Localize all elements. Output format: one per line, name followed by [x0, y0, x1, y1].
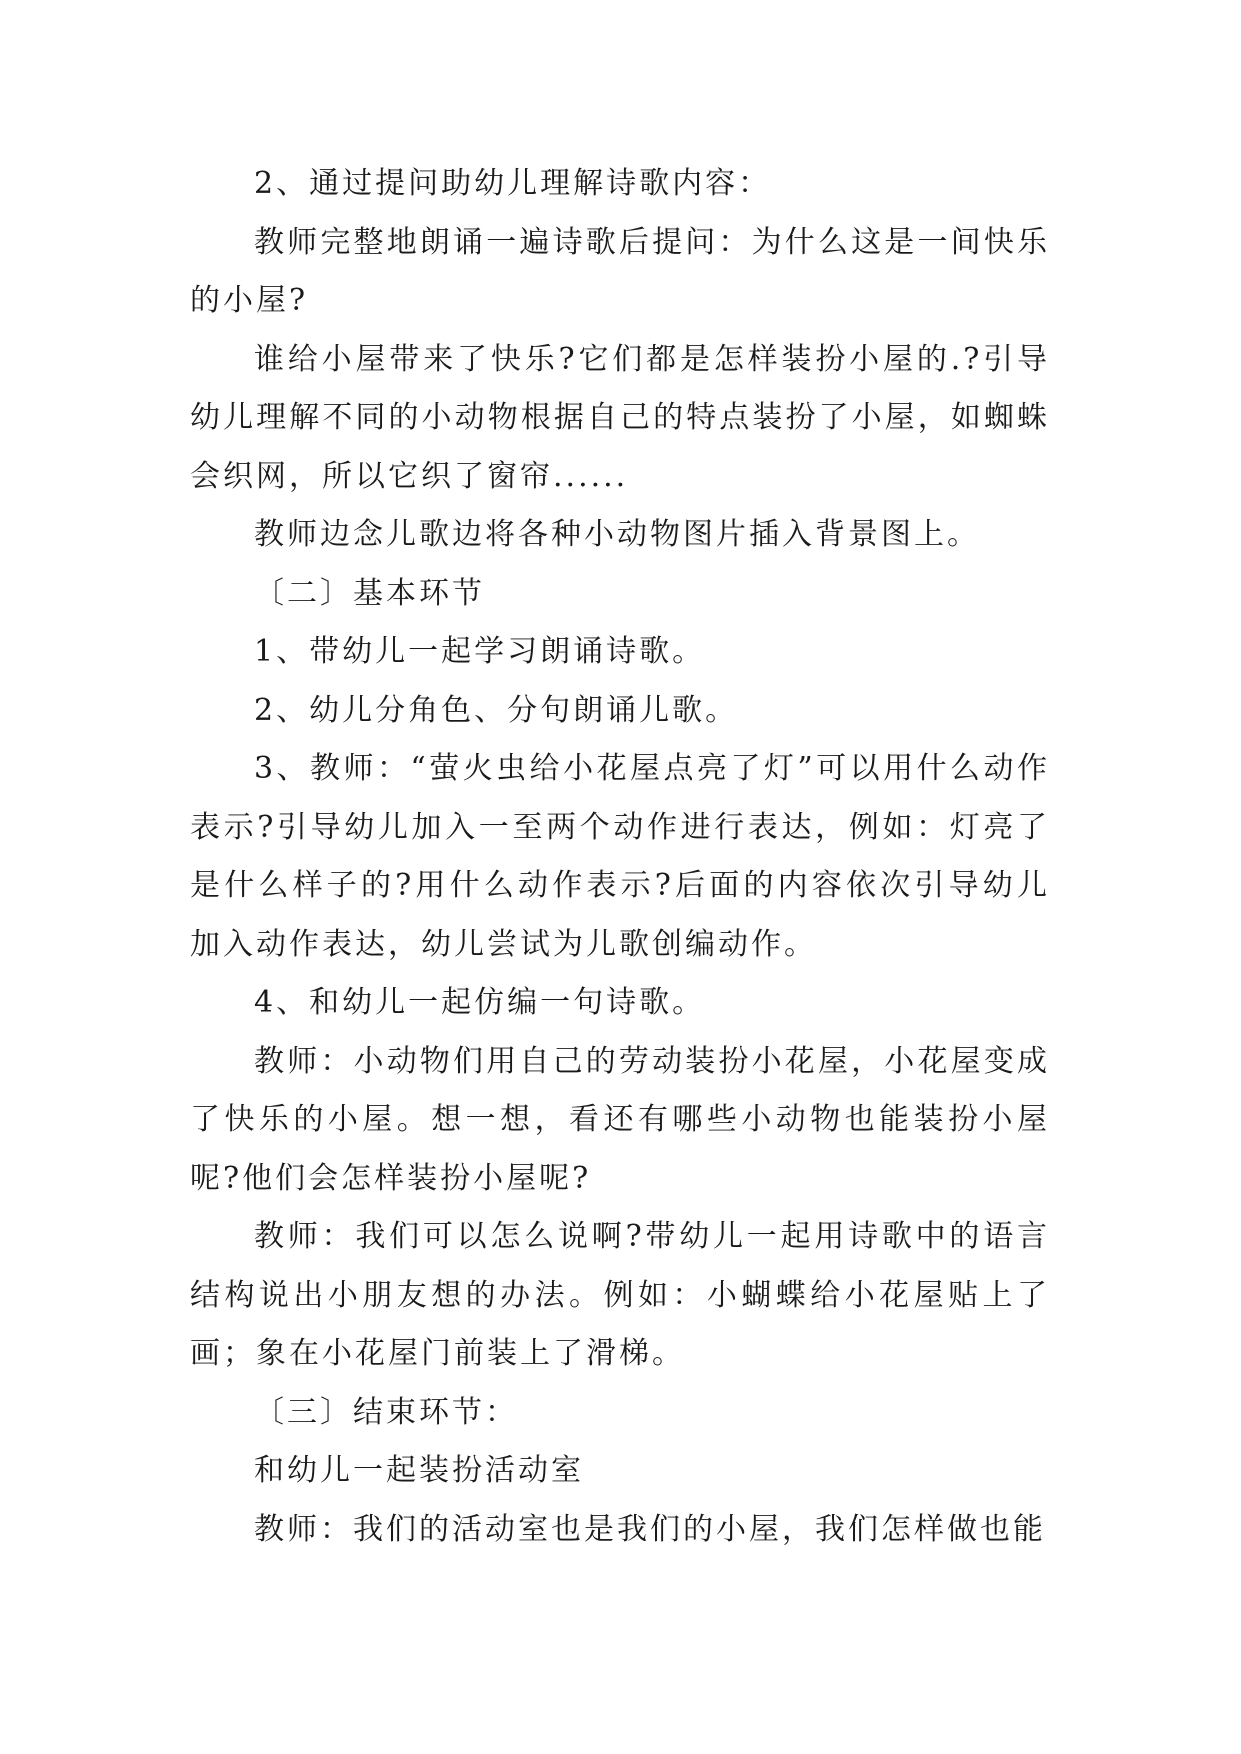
document-page	[190, 155, 1050, 1559]
paragraph-step-1: 1、带幼儿一起学习朗诵诗歌。	[254, 634, 706, 669]
section-heading-ending: 〔三〕结束环节：	[254, 1394, 518, 1430]
paragraph-who-brought-joy: 谁给小屋带来了快乐?它们都是怎样装扮小屋的.?引导幼儿理解不同的小动物根据自己的特点装扮了小屋，如蜘蛛会织网，所以它织了窗帘......	[190, 341, 1050, 494]
paragraph-teacher-recite: 教师完整地朗诵一遍诗歌后提问：为什么这是一间快乐的小屋?	[190, 224, 1050, 318]
paragraph-step-2: 2、幼儿分角色、分句朗诵儿歌。	[254, 692, 739, 728]
paragraph-teacher-room: 教师：我们的活动室也是我们的小屋，我们怎样做也能	[254, 1511, 1046, 1547]
paragraph-step-3: 3、教师：“萤火虫给小花屋点亮了灯”可以用什么动作表示?引导幼儿加入一至两个动作进行表达，例如：灯亮了是什么样子的?用什么动作表示?后面的内容依次引导幼儿加入动作表达，幼儿尝试为儿歌创编动作。	[190, 751, 1050, 962]
paragraph-teacher-animals: 教师：小动物们用自己的劳动装扮小花屋，小花屋变成了快乐的小屋。想一想，看还有哪些小动物也能装扮小屋呢?他们会怎样装扮小屋呢?	[190, 1043, 1050, 1196]
section-heading-basic: 〔二〕基本环节	[254, 575, 485, 611]
paragraph-question-step: 2、通过提问助幼儿理解诗歌内容：	[254, 166, 772, 201]
paragraph-insert-pictures: 教师边念儿歌边将各种小动物图片插入背景图上。	[254, 517, 980, 552]
paragraph-decorate-room: 和幼儿一起装扮活动室	[254, 1453, 584, 1488]
paragraph-teacher-how-say: 教师：我们可以怎么说啊?带幼儿一起用诗歌中的语言结构说出小朋友想的办法。例如：小蝴蝶给小花屋贴上了画；象在小花屋门前装上了滑梯。	[190, 1219, 1050, 1371]
paragraph-step-4: 4、和幼儿一起仿编一句诗歌。	[254, 985, 706, 1020]
